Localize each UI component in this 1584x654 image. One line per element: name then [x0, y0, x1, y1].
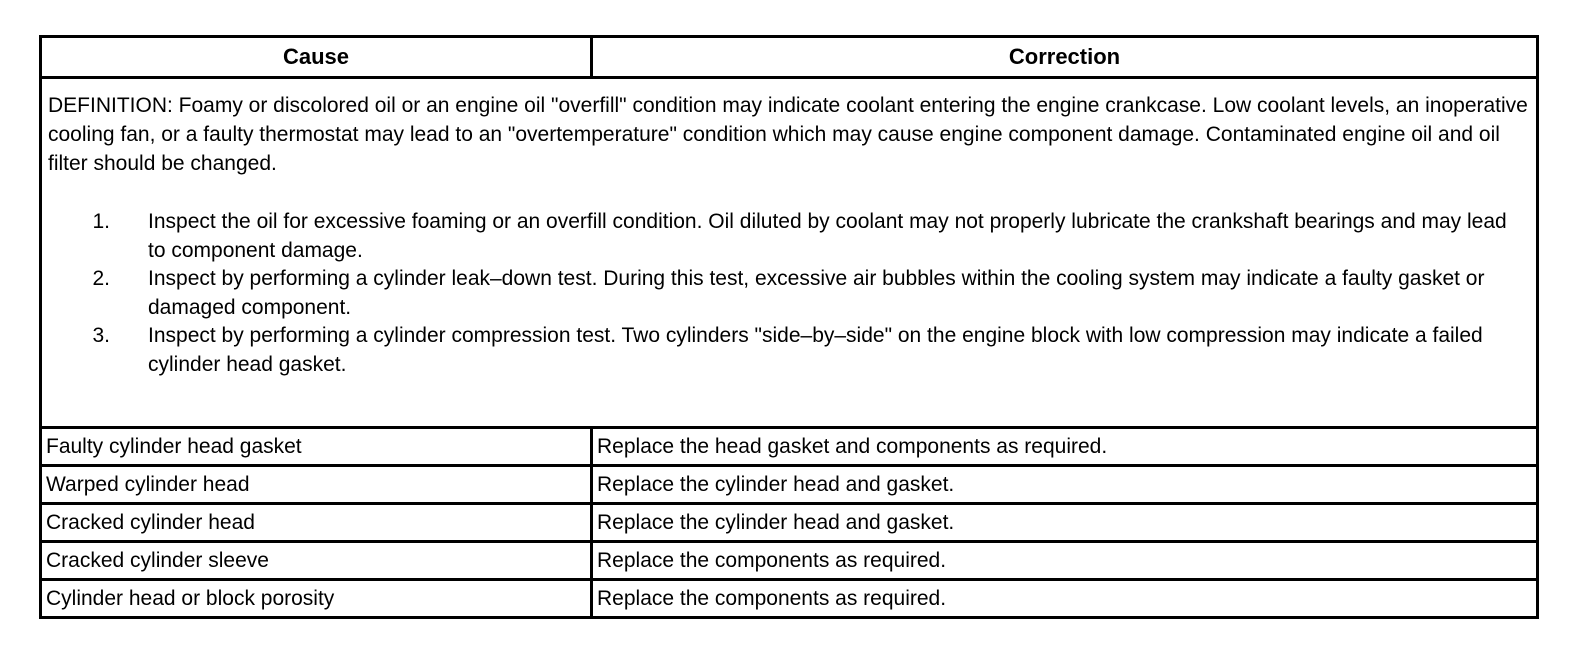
cause-cell: Cracked cylinder sleeve [42, 543, 593, 578]
step-number: 3. [92, 324, 110, 347]
step-item [48, 265, 1528, 322]
correction-cell: Replace the cylinder head and gasket. [597, 473, 955, 496]
correction-cell: Replace the components as required. [597, 549, 947, 572]
correction-cell: Replace the cylinder head and gasket. [597, 511, 955, 534]
definition-row [42, 76, 1536, 426]
step-text: Inspect the oil for excessive foaming or an overfill condition. Oil diluted by coolant may not properly lubricate the crankshaft bearings and may lead to component damage. [148, 210, 1507, 262]
cause-cell: Cracked cylinder head [42, 505, 593, 540]
table-row [42, 426, 1536, 464]
table-row [42, 540, 1536, 578]
cause-cell: Warped cylinder head [42, 467, 593, 502]
step-text: Inspect by performing a cylinder compression test. Two cylinders "side–by–side" on the engine block with low compression may indicate a failed cylinder head gasket. [148, 324, 1483, 376]
step-number: 1. [92, 210, 110, 233]
table-header-row [42, 38, 1536, 76]
definition-text: DEFINITION: Foamy or discolored oil or an engine oil "overfill" condition may indicate coolant entering the engine crankcase. Low coolant levels, an inoperative cooling fan, or a faulty thermostat may lead to an "overtemperature" condition which may cause engine component damage. Contaminated engine oil and oil filter should be changed. [48, 94, 1528, 175]
step-text: Inspect by performing a cylinder leak–down test. During this test, excessive air bubbles within the cooling system may indicate a faulty gasket or damaged component. [148, 267, 1485, 319]
step-item [48, 322, 1528, 379]
cause-cell: Faulty cylinder head gasket [42, 429, 593, 464]
cause-cell: Cylinder head or block porosity [42, 581, 593, 616]
step-number: 2. [92, 267, 110, 290]
header-correction: Correction [1008, 44, 1121, 69]
definition-cell [42, 79, 1536, 426]
troubleshooting-table [39, 35, 1539, 619]
inspection-steps [48, 208, 1528, 379]
table-row [42, 502, 1536, 540]
header-cause: Cause [42, 38, 593, 76]
table-row [42, 578, 1536, 616]
correction-cell: Replace the components as required. [597, 587, 947, 610]
correction-cell: Replace the head gasket and components as required. [597, 435, 1108, 458]
table-row [42, 464, 1536, 502]
step-item [48, 208, 1528, 265]
